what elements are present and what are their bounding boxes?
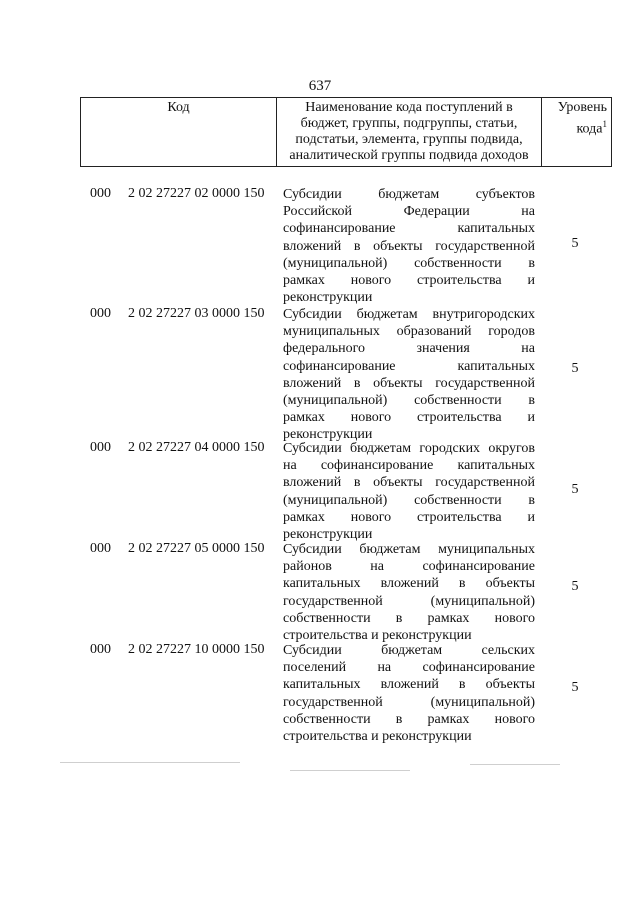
description-line: вложений в объекты государственной — [283, 475, 535, 491]
description-line: (муниципальной) собственности в — [283, 255, 535, 271]
table-header — [80, 97, 612, 167]
description-line: государственной (муниципальной) — [283, 593, 535, 609]
code-level: 5 — [571, 579, 579, 594]
description-line: рамках нового строительства и — [283, 272, 535, 288]
header-level-footnote: 1 — [602, 119, 607, 129]
description-line: Субсидии бюджетам внутригородских — [283, 307, 535, 322]
description-line: Российской Федерации на — [283, 204, 535, 220]
description-line: софинансирование капитальных — [283, 221, 535, 237]
description-line: (муниципальной) собственности в — [283, 392, 535, 408]
header-name: Наименование кода поступлений в бюджет, группы, подгруппы, статьи, подстатьи, элемента, группы подвида, аналитической группы подвида доходов — [277, 98, 542, 167]
revenue-description — [283, 440, 535, 543]
revenue-description — [283, 541, 535, 644]
header-level — [542, 98, 612, 167]
description-line: поселений на софинансирование — [283, 660, 535, 676]
revenue-code: 2 02 27227 05 0000 150 — [128, 541, 265, 556]
description-line: вложений в объекты государственной — [283, 375, 535, 391]
description-line: строительства и реконструкции — [283, 728, 472, 744]
revenue-description — [283, 306, 535, 444]
description-line: строительства и реконструкции — [283, 627, 472, 643]
scan-artifact — [470, 764, 560, 765]
admin-code: 000 — [90, 186, 111, 201]
admin-code: 000 — [90, 642, 111, 657]
header-code: Код — [81, 98, 277, 167]
description-line: государственной (муниципальной) — [283, 694, 535, 710]
description-line: рамках нового строительства и — [283, 410, 535, 426]
revenue-description — [283, 186, 535, 306]
revenue-code: 2 02 27227 10 0000 150 — [128, 642, 265, 657]
revenue-description — [283, 642, 535, 745]
description-line: Субсидии бюджетам сельских — [283, 643, 535, 658]
description-line: муниципальных образований городов — [283, 324, 535, 340]
description-line: Субсидии бюджетам городских округов — [283, 441, 535, 456]
admin-code: 000 — [90, 541, 111, 556]
header-level-label: Уровень кода — [557, 100, 607, 137]
description-line: реконструкции — [283, 290, 373, 306]
admin-code: 000 — [90, 440, 111, 455]
description-line: (муниципальной) собственности в — [283, 492, 535, 508]
page-number: 637 — [308, 78, 332, 94]
description-line: Субсидии бюджетам субъектов — [283, 187, 535, 202]
revenue-code: 2 02 27227 04 0000 150 — [128, 440, 265, 455]
code-level: 5 — [571, 680, 579, 695]
description-line: капитальных вложений в объекты — [283, 677, 535, 693]
scan-artifact — [290, 770, 410, 771]
description-line: районов на софинансирование — [283, 559, 535, 575]
description-line: реконструкции — [283, 427, 373, 443]
description-line: софинансирование капитальных — [283, 358, 535, 374]
description-line: собственности в рамках нового — [283, 711, 535, 727]
scan-artifact — [60, 762, 240, 763]
code-level: 5 — [571, 236, 579, 251]
revenue-code: 2 02 27227 03 0000 150 — [128, 306, 265, 321]
code-level: 5 — [571, 361, 579, 376]
code-level: 5 — [571, 482, 579, 497]
description-line: капитальных вложений в объекты — [283, 576, 535, 592]
description-line: на софинансирование капитальных — [283, 458, 535, 474]
description-line: вложений в объекты государственной — [283, 238, 535, 254]
admin-code: 000 — [90, 306, 111, 321]
description-line: собственности в рамках нового — [283, 610, 535, 626]
revenue-code: 2 02 27227 02 0000 150 — [128, 186, 265, 201]
description-line: реконструкции — [283, 526, 373, 542]
description-line: Субсидии бюджетам муниципальных — [283, 542, 535, 557]
description-line: рамках нового строительства и — [283, 509, 535, 525]
description-line: федерального значения на — [283, 341, 535, 357]
